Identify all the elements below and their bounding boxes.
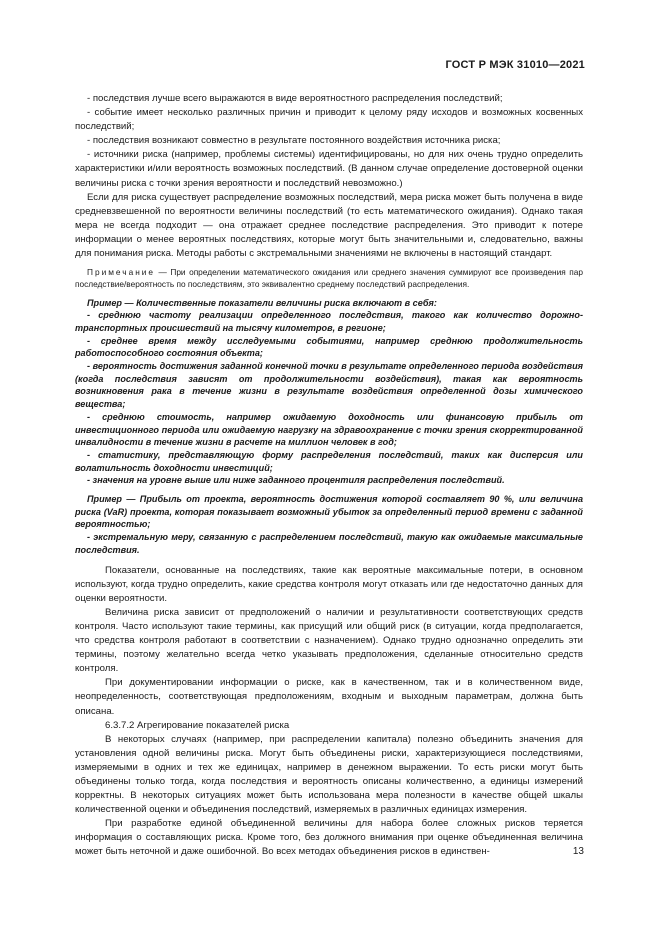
page-number: 13 <box>572 846 584 857</box>
body-paragraph: В некоторых случаях (например, при распределении капитала) полезно объединить значения для установления одной величины риска. Могут быть объединены риски, характеризующиеся последствиями, измеряемыми в одних и тех же единицах, например в денежном выражении. То есть риски могут быть объединены только тогда, когда последствия и вероятность описаны количественно, а единицы измерений корректны. В некоторых ситуациях может быть использована мера полезности в качестве общей шкалы количественной оценки и объединения последствий, измеряемых в различных единицах измерения. <box>75 733 583 816</box>
body-paragraph: При разработке единой объединенной величины для набора более сложных рисков теряется информация о составляющих риска. Кроме того, без должного внимания при оценке объединенная величина может быть неточной и даже ошибочной. Во всех методах объединения рисков в единствен- <box>75 818 583 858</box>
note-text: — При определении математического ожидания или среднего значения суммируют все произведения пар последствие/вероятность по последствиям, это эквивалентно среднему последствий распределения. <box>75 267 583 290</box>
document-header-id: ГОСТ Р МЭК 31010—2021 <box>445 59 585 71</box>
example-item: - среднюю частоту реализации определенного последствия, такого как количество дорожно-транспортных происшествий на тысячу километров, в регионе; <box>75 310 583 333</box>
example-item: - значения на уровне выше или ниже заданного процентиля распределения последствий. <box>87 475 505 486</box>
body-paragraph: Показатели, основанные на последствиях, такие как вероятные максимальные потери, в основном используют, когда трудно определить, какие средства контроля могут отказать или где недостаточно данных для оценки вероятности. <box>75 564 583 604</box>
body-paragraph: Величина риска зависит от предположений о наличии и результативности соответствующих средств контроля. Часто используют такие термины, как присущий или общий риск (в ситуации, когда предполагается, что средства контроля работают в соответствии с назначением). Однако трудно однозначно определить эти термины, поэтому желательно всегда четко указывать предположения, сделанные относительно средств контроля. <box>75 606 583 675</box>
note-label: Примечание <box>87 267 156 278</box>
list-item: - последствия возникают совместно в результате постоянного воздействия источника риска; <box>87 135 501 147</box>
section-heading: 6.3.7.2 Агрегирование показателей риска <box>105 719 290 731</box>
example-block-1 <box>75 297 583 488</box>
body-paragraph: При документировании информации о риске, как в качественном, так и в количественном виде, неопределенность, соответствующая предположениям, входным и выходным параметрам, должна быть описана. <box>75 677 583 717</box>
example-heading: Пример — Количественные показатели величины риска включают в себя: <box>87 297 437 308</box>
note <box>75 266 583 290</box>
body-paragraph: Если для риска существует распределение возможных последствий, мера риска может быть получена в виде средневзвешенной по вероятности величины последствий (то есть математического ожидания). Однако такая мера не всегда подходит — она отражает среднее последствие распределения. Это приводит к потере информации о менее вероятных последствиях, которые могут быть значительными и, следовательно, важны для понимания риска. Методы работы с экстремальными значениями не включены в настоящий стандарт. <box>75 191 583 260</box>
page-body <box>75 92 583 860</box>
example-heading: Пример — Прибыль от проекта, вероятность достижения которой составляет 90 %, или величина риска (VaR) проекта, которая показывает возможный убыток за определенный период времени с заданной вероятностью; <box>75 494 583 530</box>
example-item: - среднее время между исследуемыми событиями, например среднюю продолжительность работоспособного состояния объекта; <box>75 335 583 359</box>
list-item: - последствия лучше всего выражаются в виде вероятностного распределения последствий; <box>87 93 503 104</box>
example-item: - вероятность достижения заданной конечной точки в результате определенного периода воздействия (когда последствия зависят от продолжительности воздействия), такая как вероятность возникновения рака в течение жизни в результате воздействия определенной дозы химического вещества; <box>75 361 583 410</box>
example-item: - среднюю стоимость, например ожидаемую доходность или финансовую прибыль от инвестиционного периода или ожидаемую нагрузку на здравоохранение с точки зрения скорректированной инвалидности в течение жизни в расчете на миллион человек в год; <box>75 411 583 448</box>
example-item: - статистику, представляющую форму распределения последствий, таких как дисперсия или волатильность доходности инвестиций; <box>75 449 583 473</box>
example-item: - экстремальную меру, связанную с распределением последствий, такую как ожидаемые максимальные последствия. <box>75 532 583 555</box>
example-block-2 <box>75 493 583 557</box>
list-item: - источники риска (например, проблемы системы) идентифицированы, но для них очень трудно определить характеристики и/или вероятность возможных последствий. (В данном случае определение достоверной оценки величины риска с точки зрения вероятности и последствий невозможно.) <box>75 149 583 189</box>
list-item: - событие имеет несколько различных причин и приводит к целому ряду исходов и возможных косвенных последствий; <box>75 107 583 133</box>
